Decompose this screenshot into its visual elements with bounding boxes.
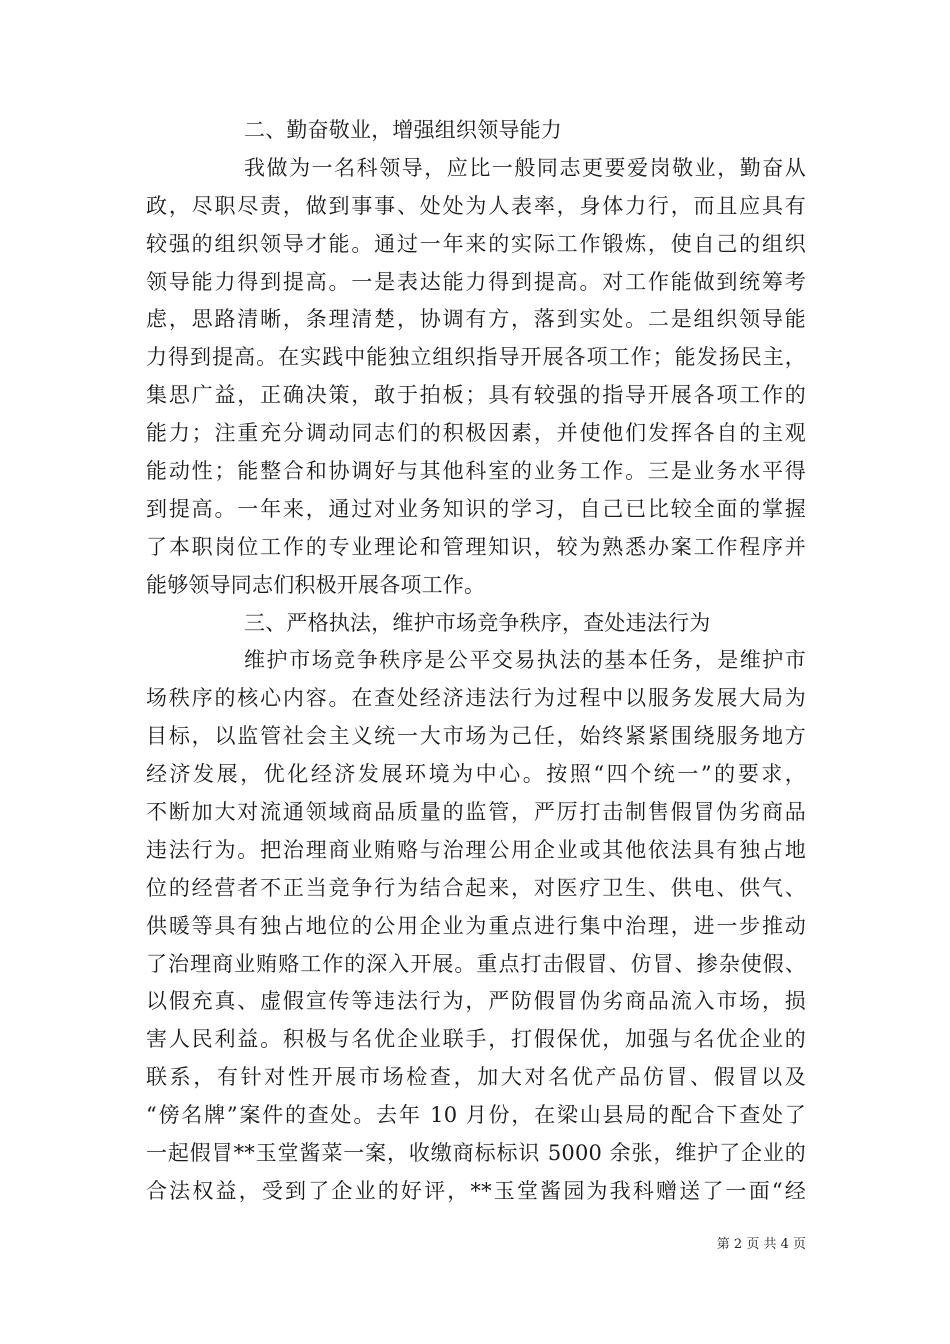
paragraph-line: 领导能力得到提高。一是表达能力得到提高。对工作能做到统筹考 <box>146 269 806 294</box>
paragraph-line: 虑，思路清晰，条理清楚，协调有方，落到实处。二是组织领导能 <box>146 307 806 332</box>
paragraph-line: 场秩序的核心内容。在查处经济违法行为过程中以服务发展大局为 <box>146 686 806 711</box>
paragraph-line: 以假充真、虚假宣传等违法行为，严防假冒伪劣商品流入市场，损 <box>146 989 806 1014</box>
paragraph-line: 能够领导同志们积极开展各项工作。 <box>146 572 486 597</box>
paragraph-line: 供暖等具有独占地位的公用企业为重点进行集中治理，进一步推动 <box>146 913 806 938</box>
paragraph-line: 合法权益，受到了企业的好评，**玉堂酱园为我科赠送了一面“经 <box>146 1178 806 1203</box>
paragraph-line: 害人民利益。积极与名优企业联手，打假保优，加强与名优企业的 <box>146 1027 806 1052</box>
section-heading: 三、严格执法，维护市场竞争秩序，查处违法行为 <box>244 610 711 635</box>
paragraph-line: 目标，以监管社会主义统一大市场为己任，始终紧紧围绕服务地方 <box>146 724 806 749</box>
paragraph-line: 违法行为。把治理商业贿赂与治理公用企业或其他依法具有独占地 <box>146 837 806 862</box>
paragraph-line: 政，尽职尽责，做到事事、处处为人表率，身体力行，而且应具有 <box>146 193 806 218</box>
paragraph-line: 联系，有针对性开展市场检查，加大对名优产品仿冒、假冒以及 <box>146 1065 806 1090</box>
paragraph-line: “傍名牌”案件的查处。去年 10 月份，在梁山县局的配合下查处了 <box>146 1103 806 1128</box>
paragraph-line: 较强的组织领导才能。通过一年来的实际工作锻炼，使自己的组织 <box>146 231 806 256</box>
page-number: 第 2 页 共 4 页 <box>716 1237 806 1252</box>
paragraph-line: 不断加大对流通领域商品质量的监管，严厉打击制售假冒伪劣商品 <box>146 800 806 825</box>
paragraph-line: 一起假冒**玉堂酱菜一案，收缴商标标识 5000 余张，维护了企业的 <box>146 1141 806 1166</box>
paragraph-line: 了治理商业贿赂工作的深入开展。重点打击假冒、仿冒、掺杂使假、 <box>146 951 806 976</box>
paragraph-line: 到提高。一年来，通过对业务知识的学习，自己已比较全面的掌握 <box>146 496 806 521</box>
section-heading: 二、勤奋敬业，增强组织领导能力 <box>244 118 562 142</box>
paragraph-line: 了本职岗位工作的专业理论和管理知识，较为熟悉办案工作程序并 <box>146 534 806 559</box>
paragraph-line: 经济发展，优化经济发展环境为中心。按照“四个统一”的要求， <box>146 762 806 787</box>
paragraph-line: 能动性；能整合和协调好与其他科室的业务工作。三是业务水平得 <box>146 459 806 484</box>
document-body <box>146 112 806 1211</box>
paragraph-line: 位的经营者不正当竞争行为结合起来，对医疗卫生、供电、供气、 <box>146 875 806 900</box>
paragraph-line: 维护市场竞争秩序是公平交易执法的基本任务，是维护市 <box>244 648 806 673</box>
paragraph-line: 集思广益，正确决策，敢于拍板；具有较强的指导开展各项工作的 <box>146 383 806 408</box>
paragraph-line: 力得到提高。在实践中能独立组织指导开展各项工作；能发扬民主， <box>146 345 806 370</box>
paragraph-line: 能力；注重充分调动同志们的积极因素，并使他们发挥各自的主观 <box>146 421 806 446</box>
paragraph-line: 我做为一名科领导，应比一般同志更要爱岗敬业，勤奋从 <box>244 155 806 180</box>
